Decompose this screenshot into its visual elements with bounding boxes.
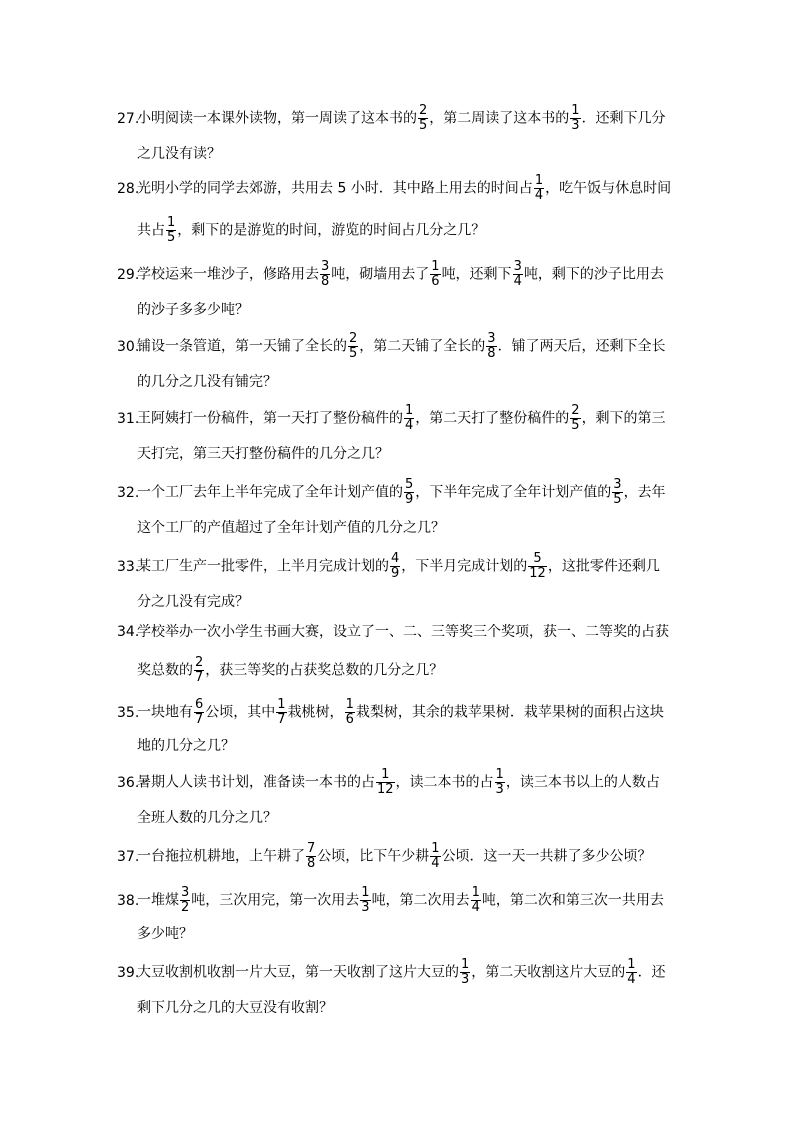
problem-number: 37. (117, 848, 140, 865)
fraction: $\frac{7}{8}$ (307, 841, 316, 871)
fraction: $\frac{3}{2}$ (181, 885, 190, 915)
problem-number: 31. (117, 410, 140, 427)
problem-32-line-1: 32.一个工厂去年上半年完成了全年计划产值的 $\frac{5}{9}$ ，下半年完成了全年计划产值的 $\frac{3}{5}$ ，去年 (117, 477, 666, 507)
fraction: $\frac{1}{4}$ (471, 885, 480, 915)
problem-28-line-2: 共占 $\frac{1}{5}$ ，剩下的是游览的时间，游览的时间占几分之几？ (137, 215, 486, 245)
fraction: $\frac{1}{4}$ (405, 403, 414, 433)
fraction: $\frac{1}{12}$ (377, 767, 394, 797)
problem-number: 38. (117, 892, 140, 909)
problem-32-line-2: 这个工厂的产值超过了全年计划产值的几分之几？ (137, 520, 445, 536)
fraction: $\frac{5}{9}$ (405, 477, 414, 507)
fraction: $\frac{2}{7}$ (195, 655, 204, 685)
problem-33-line-1: 33.某工厂生产一批零件，上半月完成计划的 $\frac{4}{9}$ ，下半月完成计划的 $\frac{5}{12}$ ，这批零件还剩几 (117, 551, 660, 581)
problem-31-line-2: 天打完，第三天打整份稿件的几分之几？ (137, 446, 389, 462)
fraction: $\frac{3}{5}$ (613, 477, 622, 507)
fraction: $\frac{1}{4}$ (627, 957, 636, 987)
problem-39-line-1: 39.大豆收割机收割一片大豆，第一天收割了这片大豆的 $\frac{1}{3}$ ，第二天收割这片大豆的 $\frac{1}{4}$ ．还 (117, 957, 666, 987)
fraction: $\frac{1}{3}$ (361, 885, 370, 915)
fraction: $\frac{1}{6}$ (345, 697, 354, 727)
problem-number: 36. (117, 774, 140, 791)
problem-29-line-2: 的沙子多多少吨？ (137, 302, 249, 318)
fraction: $\frac{5}{12}$ (529, 551, 546, 581)
problem-number: 33. (117, 558, 140, 575)
problem-36-line-1: 36.暑期人人读书计划，准备读一本书的占 $\frac{1}{12}$ ，读二本书的占 $\frac{1}{3}$ ，读三本书以上的人数占 (117, 767, 660, 797)
fraction: $\frac{1}{3}$ (571, 103, 580, 133)
problem-27-line-1: 27.小明阅读一本课外读物，第一周读了这本书的 $\frac{2}{5}$ ，第二周读了这本书的 $\frac{1}{3}$ ．还剩下几分 (117, 103, 666, 133)
fraction: $\frac{4}{9}$ (391, 551, 400, 581)
fraction: $\frac{1}{3}$ (495, 767, 504, 797)
problem-number: 34. (117, 624, 140, 640)
problem-38-line-1: 38.一堆煤 $\frac{3}{2}$ 吨，三次用完，第一次用去 $\frac{1}{3}$ 吨，第二次用去 $\frac{1}{4}$ 吨，第二次和第三次一共用去 (117, 885, 664, 915)
problem-number: 32. (117, 484, 140, 501)
problem-33-line-2: 分之几没有完成？ (137, 594, 249, 610)
fraction: $\frac{3}{8}$ (487, 331, 496, 361)
fraction: $\frac{2}{5}$ (419, 103, 428, 133)
problem-number: 30. (117, 338, 140, 355)
fraction: $\frac{1}{3}$ (461, 957, 470, 987)
problem-36-line-2: 全班人数的几分之几？ (137, 810, 277, 826)
problem-number: 35. (117, 704, 140, 721)
fraction: $\frac{1}{6}$ (431, 259, 440, 289)
problem-34-line-2: 奖总数的 $\frac{2}{7}$ ，获三等奖的占获奖总数的几分之几？ (137, 655, 444, 685)
fraction: $\frac{1}{4}$ (431, 841, 440, 871)
fraction: $\frac{2}{5}$ (571, 403, 580, 433)
problem-31-line-1: 31.王阿姨打一份稿件，第一天打了整份稿件的 $\frac{1}{4}$ ，第二天打了整份稿件的 $\frac{2}{5}$ ，剩下的第三 (117, 403, 666, 433)
fraction: $\frac{3}{4}$ (513, 259, 522, 289)
fraction: $\frac{1}{5}$ (167, 215, 176, 245)
problem-30-line-2: 的几分之几没有铺完？ (137, 374, 277, 390)
problem-number: 29. (117, 266, 140, 283)
problem-34-line-1: 34.学校举办一次小学生书画大赛，设立了一、二、三等奖三个奖项，获一、二等奖的占获 (117, 624, 669, 640)
fraction: $\frac{3}{8}$ (321, 259, 330, 289)
problem-38-line-2: 多少吨？ (137, 926, 193, 942)
problem-39-line-2: 剩下几分之几的大豆没有收割？ (137, 1000, 333, 1016)
fraction: $\frac{6}{7}$ (195, 697, 204, 727)
problem-35-line-1: 35.一块地有 $\frac{6}{7}$ 公顷，其中 $\frac{1}{7}$ 栽桃树， $\frac{1}{6}$ 栽梨树，其余的栽苹果树．栽苹果树的面积占这块 (117, 697, 664, 727)
problem-27-line-2: 之几没有读？ (137, 146, 221, 162)
fraction: $\frac{2}{5}$ (349, 331, 358, 361)
problem-number: 39. (117, 964, 140, 981)
problem-30-line-1: 30.铺设一条管道，第一天铺了全长的 $\frac{2}{5}$ ，第二天铺了全长的 $\frac{3}{8}$ ．铺了两天后，还剩下全长 (117, 331, 666, 361)
fraction: $\frac{1}{4}$ (534, 173, 544, 203)
problem-number: 28. (117, 180, 140, 197)
problem-28-line-1: 28.光明小学的同学去郊游，共用去 5 小时．其中路上用去的时间占 $\frac{1}{4}$ ，吃午饭与休息时间 (117, 173, 672, 203)
fraction: $\frac{1}{7}$ (277, 697, 286, 727)
problem-35-line-2: 地的几分之几？ (137, 738, 235, 754)
problem-number: 27. (117, 110, 140, 127)
problem-37-line-1: 37.一台拖拉机耕地，上午耕了 $\frac{7}{8}$ 公顷，比下午少耕 $\frac{1}{4}$ 公顷．这一天一共耕了多少公顷？ (117, 841, 652, 871)
problem-29-line-1: 29.学校运来一堆沙子，修路用去 $\frac{3}{8}$ 吨，砌墙用去了 $\frac{1}{6}$ 吨，还剩下 $\frac{3}{4}$ 吨，剩下的沙子比用去 (117, 259, 664, 289)
